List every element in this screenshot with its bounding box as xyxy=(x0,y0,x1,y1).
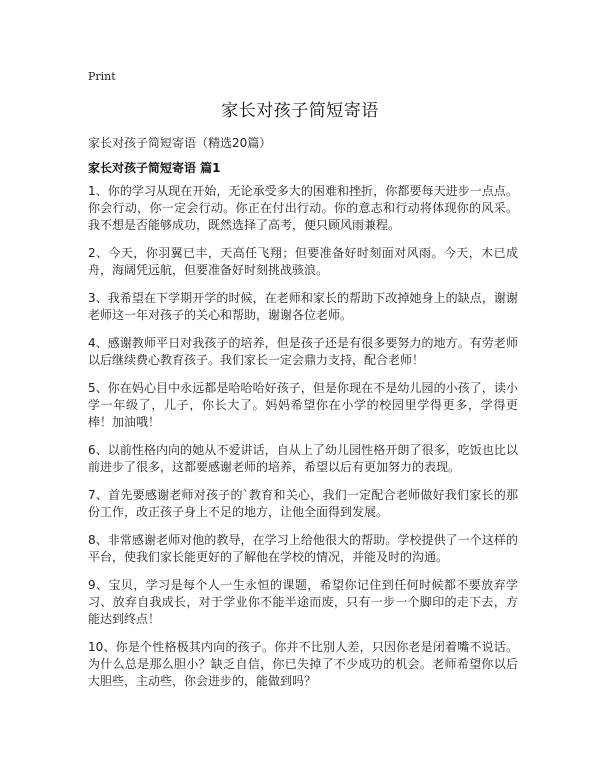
paragraph-2: 2、今天，你羽翼已丰，天高任飞翔；但要准备好时刻面对风雨。今天，木已成舟，海阔凭远航，但要准备好时刻挑战骇浪。 xyxy=(88,246,518,277)
article-body xyxy=(88,183,518,701)
paragraph-6: 6、以前性格内向的她从不爱讲话，自从上了幼儿园性格开朗了很多，吃饭也比以前进步了很多，这都要感谢老师的培养，希望以后有更加努力的表现。 xyxy=(88,443,518,474)
paragraph-4: 4、感谢教师平日对我孩子的培养，但是孩子还是有很多要努力的地方。有劳老师以后继续费心教育孩子。我们家长一定会鼎力支持，配合老师！ xyxy=(88,336,518,367)
paragraph-5: 5、你在妈心目中永远都是哈哈哈好孩子，但是你现在不是幼儿园的小孩了，读小学一年级了，儿子，你长大了。妈妈希望你在小学的校园里学得更多，学得更棒！加油哦！ xyxy=(88,381,518,429)
paragraph-7: 7、首先要感谢老师对孩子的`教育和关心，我们一定配合老师做好我们家长的那份工作，改正孩子身上不足的地方，让他全面得到发展。 xyxy=(88,488,518,519)
page-title: 家长对孩子简短寄语 xyxy=(221,101,379,121)
paragraph-10: 10、你是个性格极其内向的孩子。你并不比别人差，只因你老是闭着嘴不说话。为什么总是那么胆小？缺乏自信，你已失掉了不少成功的机会。老师希望你以后大胆些，主动些，你会进步的，能做到吗？ xyxy=(88,640,518,688)
print-link[interactable]: Print xyxy=(88,70,116,83)
paragraph-3: 3、我希望在下学期开学的时候，在老师和家长的帮助下改掉她身上的缺点，谢谢老师这一年对孩子的关心和帮助，谢谢各位老师。 xyxy=(88,291,518,322)
paragraph-9: 9、宝贝，学习是每个人一生永恒的课题，希望你记住到任何时候都不要放弃学习、放弃自我成长，对于学业你不能半途而废，只有一步一个脚印的走下去，方能达到终点！ xyxy=(88,578,518,626)
section-heading: 家长对孩子简短寄语 篇1 xyxy=(88,161,221,175)
paragraph-1: 1、你的学习从现在开始，无论承受多大的困难和挫折，你都要每天进步一点点。你会行动，你一定会行动。你正在付出行动。你的意志和行动将体现你的风采。我不想是否能够成功，既然选择了高考，便只顾风雨兼程。 xyxy=(88,184,518,232)
paragraph-8: 8、非常感谢老师对他的教导，在学习上给他很大的帮助。学校提供了一个这样的平台，使我们家长能更好的了解他在学校的情况，并能及时的沟通。 xyxy=(88,533,518,564)
document-subtitle: 家长对孩子简短寄语（精选20篇） xyxy=(88,136,272,150)
